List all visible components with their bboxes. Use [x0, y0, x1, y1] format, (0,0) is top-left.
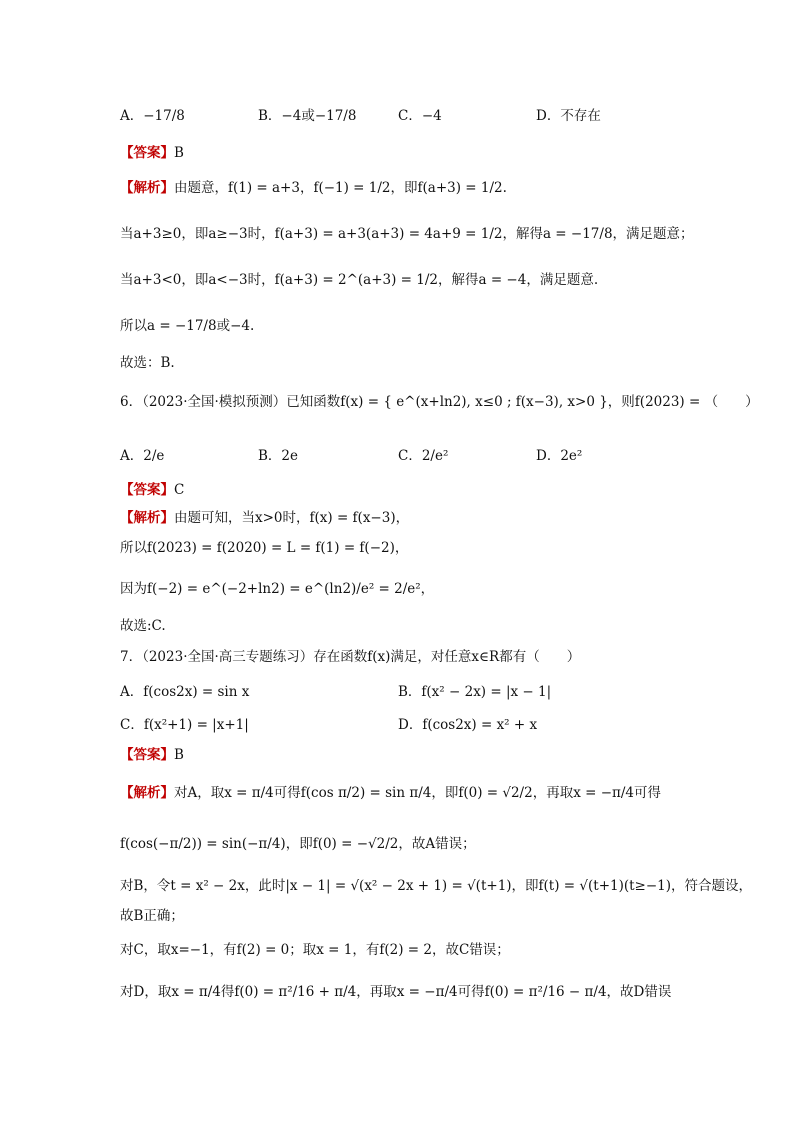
answer-value: B — [174, 145, 184, 161]
q6-analysis-line: 因为f(−2) = e^(−2+ln2) = e^(ln2)/e² = 2/e²， — [120, 581, 435, 597]
analysis-label: 【解析】 — [120, 510, 174, 526]
q7-analysis-line: 对B，令t = x² − 2x，此时|x − 1| = √(x² − 2x + 1) = √(t+1)，即f(t) = √(t+1)(t≥−1)，符合题设， — [120, 878, 753, 894]
q6-option-a: A．2/e — [120, 448, 165, 464]
analysis-label: 【解析】 — [120, 785, 174, 801]
q7-option-d: D．f(cos2x) = x² + x — [398, 717, 538, 733]
q5-option-a: A．−17/8 — [120, 108, 185, 124]
answer-value: C — [174, 482, 185, 498]
q5-analysis-line — [120, 178, 734, 198]
q7-analysis-line: 故B正确； — [120, 908, 184, 924]
q6-analysis-line: 所以f(2023) = f(2020) = L = f(1) = f(−2)， — [120, 540, 409, 556]
q5-analysis-line: 当a+3<0，即a<−3时，f(a+3) = 2^(a+3) = 1/2，解得a = −4，满足题意. — [120, 272, 599, 288]
analysis-label: 【解析】 — [120, 180, 174, 196]
analysis-text: 对A，取x = π/4可得f(cos π/2) = sin π/4，即f(0) = √2/2，再取x = −π/4可得 — [174, 785, 662, 801]
q7-option-c: C．f(x²+1) = |x+1| — [120, 717, 249, 733]
q7-analysis-line: 对D，取x = π/4得f(0) = π²/16 + π/4，再取x = −π/4可得f(0) = π²/16 − π/4，故D错误 — [120, 984, 672, 1000]
q7-stem: 7．（2023·全国·高三专题练习）存在函数f(x)满足，对任意x∈R都有（ ） — [120, 649, 581, 665]
answer-value: B — [174, 747, 184, 763]
q6-analysis-line — [120, 508, 734, 528]
q5-answer — [120, 143, 734, 163]
q5-option-b: B．−4或−17/8 — [258, 108, 357, 124]
analysis-text: 由题可知，当x>0时，f(x) = f(x−3)， — [174, 510, 410, 526]
q6-answer — [120, 480, 734, 500]
q7-analysis-line: 对C，取x=−1，有f(2) = 0；取x = 1，有f(2) = 2，故C错误； — [120, 942, 510, 958]
q6-option-b: B．2e — [258, 448, 298, 464]
q7-option-a: A．f(cos2x) = sin x — [120, 684, 250, 700]
q5-option-d: D．不存在 — [536, 108, 601, 124]
q7-analysis-line — [120, 783, 734, 803]
q7-analysis-line: f(cos(−π/2)) = sin(−π/4)，即f(0) = −√2/2，故A错误； — [120, 836, 476, 852]
q5-analysis-line: 故选：B. — [120, 355, 175, 371]
answer-label: 【答案】 — [120, 145, 174, 161]
q5-option-c: C．−4 — [398, 108, 442, 124]
q5-analysis-line: 所以a = −17/8或−4. — [120, 318, 255, 334]
q6-stem: 6．（2023·全国·模拟预测）已知函数f(x) = { e^(x+ln2), x≤0 ; f(x−3), x>0 }，则f(2023) = （ ） — [120, 394, 759, 410]
answer-label: 【答案】 — [120, 482, 174, 498]
q7-answer — [120, 745, 734, 765]
q6-option-d: D．2e² — [536, 448, 583, 464]
q7-option-b: B．f(x² − 2x) = |x − 1| — [398, 684, 552, 700]
analysis-text: 由题意，f(1) = a+3，f(−1) = 1/2，即f(a+3) = 1/2. — [174, 180, 507, 196]
q6-analysis-line: 故选:C. — [120, 618, 166, 634]
answer-label: 【答案】 — [120, 747, 174, 763]
q6-option-c: C．2/e² — [398, 448, 449, 464]
q5-analysis-line: 当a+3≥0，即a≥−3时，f(a+3) = a+3(a+3) = 4a+9 = 1/2，解得a = −17/8，满足题意； — [120, 226, 694, 242]
